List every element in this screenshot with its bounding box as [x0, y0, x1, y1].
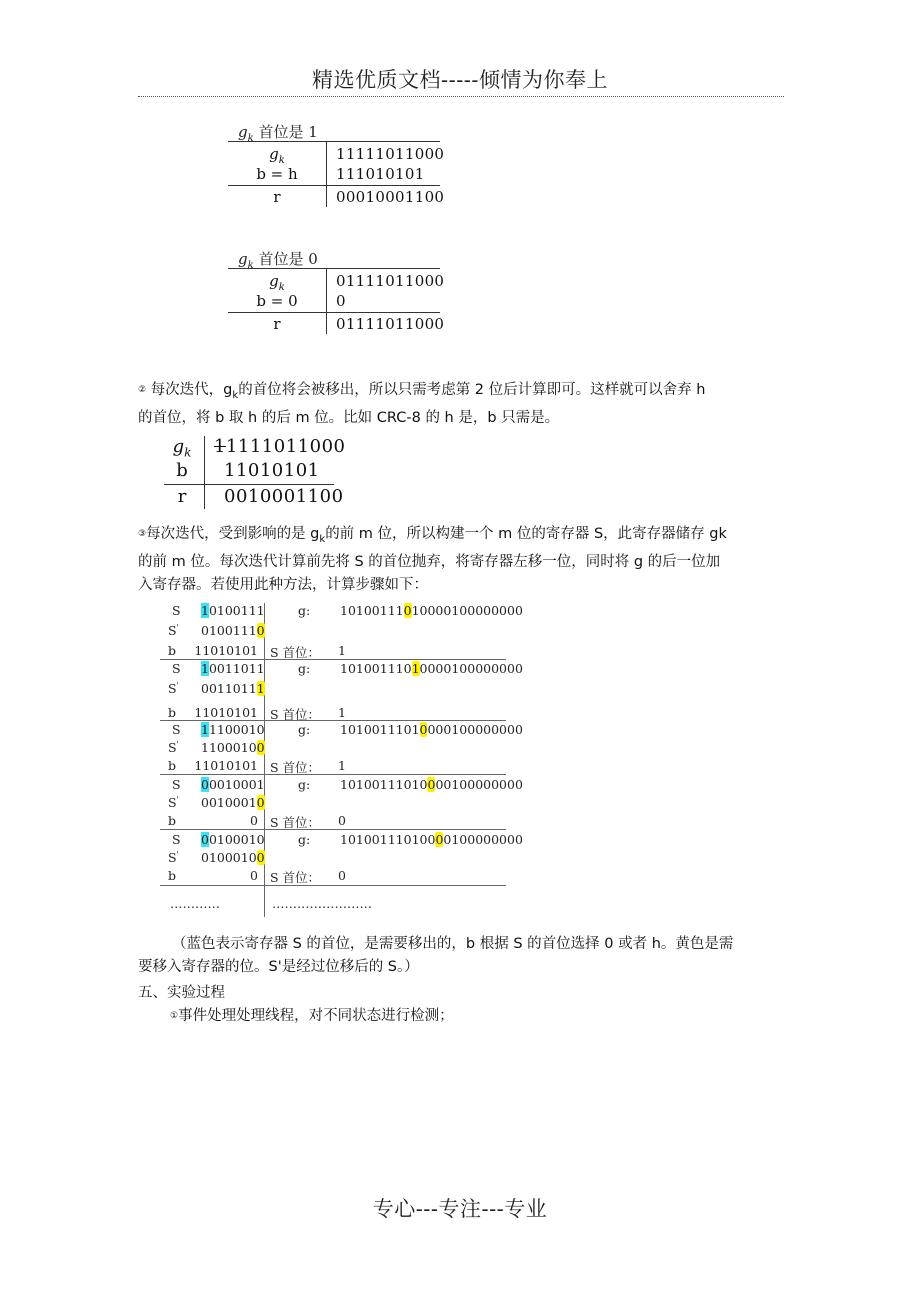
table1-b-value: 111010101	[336, 165, 425, 183]
steps-column-rule	[264, 603, 265, 917]
table2-b-value: 0	[336, 292, 346, 310]
g-value: 10100111010000100000000	[340, 722, 523, 737]
table2-mid-rule	[228, 312, 440, 313]
b-value: 11010101	[194, 705, 258, 720]
table2-r-value: 01111011000	[336, 315, 445, 333]
step-divider	[160, 774, 506, 775]
paragraph-2: ② 每次迭代，$g_k$的首位将会被移出，所以只需考虑第 2 位后计算即可。这样就可以舍弃 h 的首位，将 b 取 h 的后 m 位。比如 CRC-8 的 h 是，b 只需是。	[138, 382, 706, 426]
s-first-value: 1	[338, 705, 346, 720]
b-value: 0	[250, 868, 258, 883]
table1-b-label: b = h	[256, 165, 298, 183]
s-prime-register: 00110111	[201, 681, 265, 696]
s-prime-register: 00100010	[201, 795, 265, 810]
s-prime-register: 01000100	[201, 850, 265, 865]
ellipsis-right: ……………………	[272, 896, 372, 911]
s-first-label: S 首位：	[270, 815, 321, 830]
table1-top-rule	[228, 141, 440, 142]
step-divider	[160, 659, 506, 660]
s-label: S	[172, 603, 181, 618]
s-first-label: S 首位：	[270, 870, 321, 885]
table1-r-label: r	[273, 188, 281, 206]
s-prime-label: S'	[168, 795, 179, 811]
s-label: S	[172, 832, 181, 847]
header-divider	[138, 96, 784, 97]
s-register: 11100010	[201, 722, 265, 737]
table3-column-rule	[204, 436, 205, 509]
g-label: g:	[298, 777, 311, 792]
page-footer: 专心---专注---专业	[372, 1197, 548, 1221]
table2-gk-label: $g_k$	[269, 272, 285, 293]
table3-gk-label: $g_k$	[172, 436, 192, 460]
table3-r-label: r	[177, 486, 187, 507]
b-value: 0	[250, 813, 258, 828]
s-first-value: 1	[338, 758, 346, 773]
g-label: g:	[298, 661, 311, 676]
page-header: 精选优质文档-----倾情为你奉上	[312, 68, 608, 92]
b-value: 11010101	[194, 643, 258, 658]
g-value: 10100111010000100000000	[340, 661, 523, 676]
g-label: g:	[298, 603, 311, 618]
step-divider	[160, 829, 506, 830]
table3-gk-value: 11111011000	[214, 436, 346, 457]
b-value: 11010101	[194, 758, 258, 773]
table2-gk-value: 01111011000	[336, 272, 445, 290]
table3-r-value: 0010001100	[224, 486, 344, 507]
s-first-label: S 首位：	[270, 760, 321, 775]
s-prime-label: S'	[168, 623, 179, 639]
section-5-heading: 五、实验过程	[138, 985, 225, 1001]
s-prime-label: S'	[168, 681, 179, 697]
g-value: 10100111010000100000000	[340, 777, 523, 792]
ellipsis-left: …………	[170, 896, 220, 911]
step-divider	[160, 885, 506, 886]
s-first-label: S 首位：	[270, 645, 321, 660]
color-legend-note: （蓝色表示寄存器 S 的首位，是需要移出的，b 根据 S 的首位选择 0 或者 h。黄色是需 要移入寄存器的位。S'是经过位移后的 S。）	[138, 936, 734, 975]
s-label: S	[172, 777, 181, 792]
s-prime-register: 11000100	[201, 740, 265, 755]
s-first-value: 1	[338, 643, 346, 658]
b-label: b	[168, 868, 177, 883]
table2-title: $g_k$ 首位是 0	[238, 250, 318, 271]
s-first-label: S 首位：	[270, 707, 321, 722]
table3-b-value: 11010101	[224, 460, 320, 481]
s-first-value: 0	[338, 813, 346, 828]
g-value: 10100111010000100000000	[340, 832, 523, 847]
g-value: 10100111010000100000000	[340, 603, 523, 618]
g-label: g:	[298, 832, 311, 847]
step-divider	[160, 720, 506, 721]
b-label: b	[168, 758, 177, 773]
table1-column-rule	[326, 141, 327, 207]
table2-b-label: b = 0	[256, 292, 298, 310]
s-label: S	[172, 722, 181, 737]
table1-gk-label: $g_k$	[269, 145, 285, 166]
table2-column-rule	[326, 268, 327, 334]
s-register: 10011011	[201, 661, 265, 676]
table1-r-value: 00010001100	[336, 188, 445, 206]
list-item: ①事件处理处理线程，对不同状态进行检测；	[170, 1008, 454, 1024]
s-prime-label: S'	[168, 850, 179, 866]
table3-b-label: b	[176, 460, 188, 481]
b-label: b	[168, 813, 177, 828]
b-label: b	[168, 643, 177, 658]
table1-mid-rule	[228, 185, 440, 186]
table3-mid-rule	[164, 484, 334, 485]
s-first-value: 0	[338, 868, 346, 883]
paragraph-3: ③每次迭代，受到影响的是 $g_k$的前 m 位，所以构建一个 m 位的寄存器 S，此寄存器储存 gk 的前 m 位。每次迭代计算前先将 S 的首位抛弃，将寄存器左移一位，同时将 g 的后一位加 入寄存器。若使用此种方法，计算步骤如下：	[138, 526, 727, 593]
g-label: g:	[298, 722, 311, 737]
table1-title: $g_k$ 首位是 1	[238, 123, 318, 144]
table2-r-label: r	[273, 315, 281, 333]
s-label: S	[172, 661, 181, 676]
s-register: 00010001	[201, 777, 265, 792]
s-prime-label: S'	[168, 740, 179, 756]
b-label: b	[168, 705, 177, 720]
table1-gk-value: 11111011000	[336, 145, 445, 163]
s-register: 10100111	[201, 603, 265, 618]
s-register: 00100010	[201, 832, 265, 847]
s-prime-register: 01001110	[201, 623, 265, 638]
table2-top-rule	[228, 268, 440, 269]
